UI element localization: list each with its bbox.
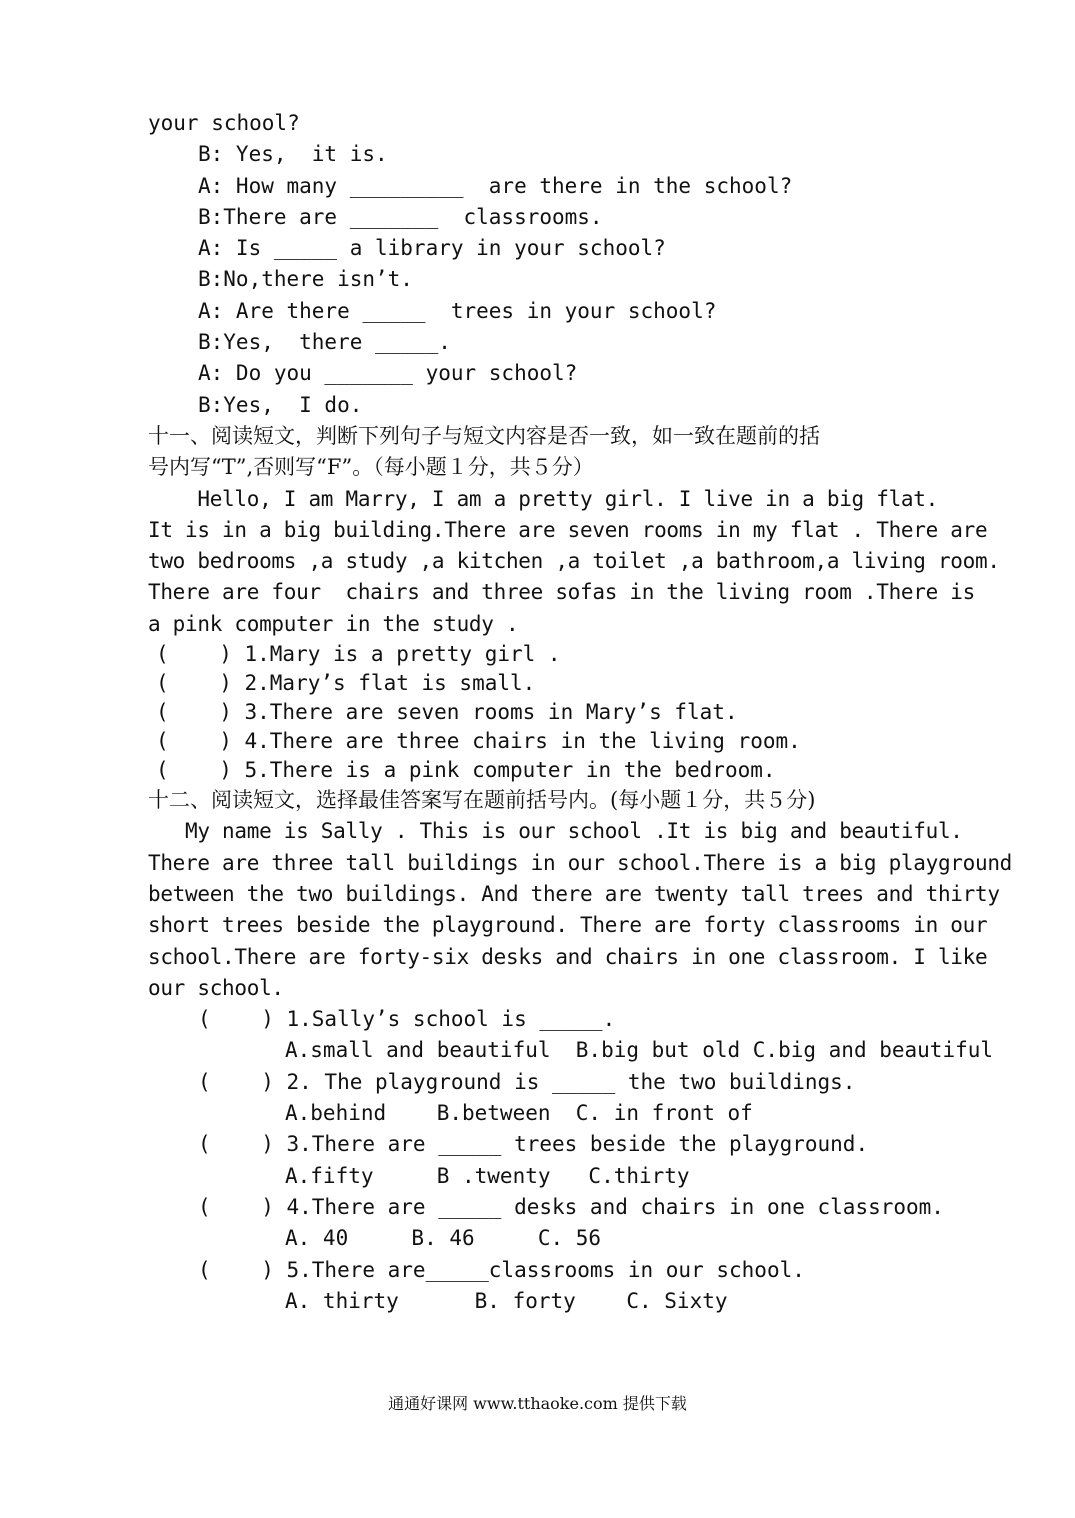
question-stem: ( ) 1.Sally’s school is _____. xyxy=(198,1007,616,1032)
passage-line: two bedrooms ,a study ,a kitchen ,a toilet ,a bathroom,a living room. xyxy=(148,549,1000,574)
dialogue-line: B:There are _______ classrooms. xyxy=(198,204,603,229)
tf-item: ( ) 4.There are three chairs in the living room. xyxy=(156,729,801,754)
question-options: A.fifty B .twenty C.thirty xyxy=(285,1163,690,1188)
passage-line: school.There are forty-six desks and chairs in one classroom. I like xyxy=(148,944,988,969)
passage-line: Hello, I am Marry, I am a pretty girl. I live in a big flat. xyxy=(148,486,938,511)
question-options: A.behind B.between C. in front of xyxy=(285,1101,753,1126)
dialogue-line: A: Is _____ a library in your school? xyxy=(198,236,666,261)
passage-line: There are four chairs and three sofas in the living room .There is xyxy=(148,580,975,605)
passage-line: a pink computer in the study . xyxy=(148,611,519,636)
passage-line: short trees beside the playground. There are forty classrooms in our xyxy=(148,913,988,938)
dialogue-line: A: Are there _____ trees in your school? xyxy=(198,298,717,323)
tf-item: ( ) 1.Mary is a pretty girl . xyxy=(156,642,561,667)
tf-item: ( ) 2.Mary’s flat is small. xyxy=(156,671,536,696)
dialogue-line: B: Yes, it is. xyxy=(198,142,388,167)
passage-line: our school. xyxy=(148,975,284,1000)
question-options: A. 40 B. 46 C. 56 xyxy=(285,1226,602,1251)
page-footer: 通通好课网 www.tthaoke.com 提供下载 xyxy=(388,1394,687,1413)
passage-line: There are three tall buildings in our school.There is a big playground xyxy=(148,850,1013,875)
question-stem: ( ) 4.There are _____ desks and chairs in one classroom. xyxy=(198,1194,944,1219)
dialogue-line: B:No,there isn’t. xyxy=(198,267,413,292)
passage-line: My name is Sally . This is our school .It is big and beautiful. xyxy=(148,819,963,844)
question-stem: ( ) 2. The playground is _____ the two buildings. xyxy=(198,1069,856,1094)
section-11-heading: 十一、阅读短文，判断下列句子与短文内容是否一致，如一致在题前的括 xyxy=(148,423,820,448)
question-options: A. thirty B. forty C. Sixty xyxy=(285,1288,728,1313)
question-options: A.small and beautiful B.big but old C.big and beautiful xyxy=(285,1038,994,1063)
question-stem: ( ) 5.There are_____classrooms in our school. xyxy=(198,1257,805,1282)
section-11-heading-cont: 号内写“T”,否则写“F”。（每小题１分，共５分） xyxy=(148,455,594,480)
dialogue-line: A: Do you _______ your school? xyxy=(198,361,578,386)
dialogue-line: B:Yes, there _____. xyxy=(198,330,451,355)
passage-line: It is in a big building.There are seven rooms in my flat . There are xyxy=(148,517,988,542)
question-stem: ( ) 3.There are _____ trees beside the playground. xyxy=(198,1132,869,1157)
dialogue-line: A: How many _________ are there in the school? xyxy=(198,173,793,198)
tf-item: ( ) 3.There are seven rooms in Mary’s flat. xyxy=(156,700,738,725)
passage-line: between the two buildings. And there are twenty tall trees and thirty xyxy=(148,881,1000,906)
page-content xyxy=(148,108,1013,1317)
dialogue-line: your school? xyxy=(148,111,300,135)
section-12-heading: 十二、阅读短文，选择最佳答案写在题前括号内。(每小题１分，共５分) xyxy=(148,788,816,813)
tf-item: ( ) 5.There is a pink computer in the bedroom. xyxy=(156,758,776,783)
dialogue-line: B:Yes, I do. xyxy=(198,392,363,417)
